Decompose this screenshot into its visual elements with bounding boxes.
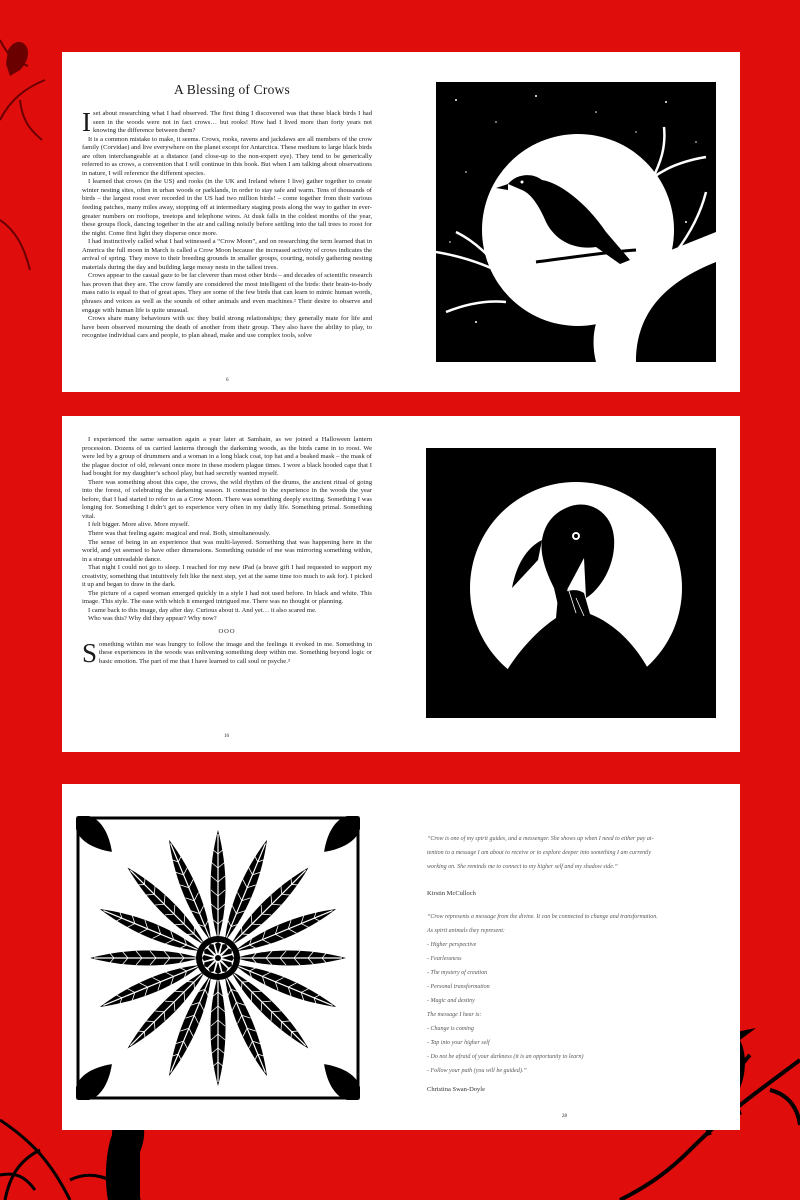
branch-crow-top-left-illustration <box>0 0 62 300</box>
caped-crow-woman-illustration <box>426 448 716 718</box>
quote-author: Kirstin McCulloch <box>427 890 476 897</box>
book-spread-page-16 <box>62 416 740 752</box>
paragraph: I came back to this image, day after day. Curious about it. And yet… it also scared me. <box>88 606 317 614</box>
paragraph: That night I could not go to sleep. I reached for my new iPad (a brave gift I had requested to support my creativity, something that intuitively felt like the next step, yet at the same time too much to ask for). I picked it up and began to draw in the dark. <box>82 564 372 589</box>
paragraph: Crows share many behaviours with us: they build strong relationships; they generally mate for life and have been observed mourning the death of another from their group. They also have the ability to play, to recognise individual cars and people, to plan ahead, make and use complex tools, solve <box>82 315 372 340</box>
paragraph: I felt bigger. More alive. More myself. <box>88 521 190 529</box>
quote-line: - The mystery of creation <box>427 970 488 976</box>
quote-christina <box>427 910 658 1078</box>
paragraph: Who was this? Why did they appear? Why now? <box>88 615 217 623</box>
dropcap-letter: S <box>82 637 98 668</box>
chapter-title: A Blessing of Crows <box>174 82 290 97</box>
last-paragraph <box>82 637 372 668</box>
quote-line: The message I hear is: <box>427 1012 482 1018</box>
quote-kirstin <box>427 832 654 874</box>
first-paragraph <box>82 107 372 137</box>
quote-line: “Crow is one of my spirit guides, and a messenger. She shows up when I need to either pay at- <box>427 836 654 842</box>
quote-line: - Personal transformation <box>427 984 490 990</box>
crow-moon-illustration <box>436 82 716 362</box>
quote-line: tention to a message I am about to receive or to explore deeper into something I am currently <box>427 850 652 856</box>
quote-line: - Magic and destiny <box>427 998 475 1004</box>
paragraph: I had instinctively called what I had witnessed a “Crow Moon”, and on researching the term learned that in America the full moon in March is called a Crow Moon because the increased activity of crows indicates the arrival of spring. They move to their breeding grounds in smaller groups, courting, noisily gathering nesting materials during the day and building large messy nests in the tallest trees. <box>82 238 372 271</box>
quote-line: As spirit animals they represent: <box>427 928 505 934</box>
quote-line: - Follow your path (you will be guided).” <box>427 1068 527 1074</box>
dropcap-letter: I <box>82 107 91 137</box>
body-text <box>82 436 372 666</box>
paragraph: There was that feeling again: magical and real. Both, simultaneously. <box>88 530 271 538</box>
paragraph: Crows appear to the casual gaze to be far cleverer than most other birds – and decades of scientific research has proven that they are. The crow family are considered the most intelligent of the birds: their brain-to-body mass ratio is equal to that of great apes. They are some of the few birds that can learn to mimic human words, phrases and voices as well as the sounds of other animals and even machines.² Their desire to observe and engage with human life is quite unusual. <box>82 272 372 314</box>
paragraph: There was something about this cape, the crows, the wild rhythm of the drums, the ancient ritual of going into the forest, of celebrating the darkening season. It connected to the experience in the woods the year before, that I had started to refer to as a Crow Moon. There was something deeply exciting. Something I was longing for. Something I didn’t get to experience very often in my daily life. Something primal. Something vital. <box>82 478 372 520</box>
quote-line: - Do not be afraid of your darkness (it is an opportunity to learn) <box>427 1054 584 1060</box>
quote-line: - Change is coming <box>427 1026 474 1032</box>
quote-line: - Tap into your higher self <box>427 1040 490 1046</box>
paragraph: The sense of being in an experience that was multi-layered. Something that was happening here in the world, and yet seemed to have other dimensions. Something outside of me was mirroring something within, in a strange unreadable dance. <box>82 538 372 563</box>
feather-mandala-illustration <box>76 816 360 1100</box>
paragraph: The picture of a caped woman emerged quickly in a style I had not used before. In black and white. This image. This style. The ease with which it emerged intrigued me. There was no thought or planning. <box>82 589 372 606</box>
last-paragraph-text: omething within me was hungry to follow the image and the feelings it evoked in me. Something in these experiences in the woods was enlivening something deep within me. Something beyond logic or basic emotion. The part of me that I have learned to call soul or psyche.³ <box>99 640 372 665</box>
book-spread-page-28 <box>62 784 740 1130</box>
page-number: 6 <box>226 378 229 383</box>
body-text <box>82 107 372 341</box>
quote-author: Christina Swan-Doyle <box>427 1086 485 1093</box>
quote-line: - Fearlessness <box>427 956 462 962</box>
first-paragraph-text: set about researching what I had observed. The first thing I discovered was that these black birds I had seen in the woods were not in fact crows… but rooks! How had I lived more than forty years not knowing the difference between them? <box>93 110 372 135</box>
quote-line: “Crow represents a message from the divine. It can be connected to change and transformation. <box>427 914 658 920</box>
paragraph: It is a common mistake to make, it seems. Crows, rooks, ravens and jackdaws are all members of the crow family (Corvidae) and live everywhere on the planet except for Antarctica. These medium to large black birds are often interchangeable at a distance (and close-up to the non-expert eye). They tend to be generically referred to as crows, a convention that I will continue in this book. But when I am talking about observations in nature, I will reference the different species. <box>82 135 372 177</box>
quote-line: - Higher perspective <box>427 942 477 948</box>
paragraph: I experienced the same sensation again a year later at Samhain, as we joined a Halloween lantern procession. Dozens of us carried lanterns through the darkening woods, as the birds came in to roost. We were led by a group of drummers and a woman in a long black coat, top hat and a beaked mask – the mask of the plague doctor of old, relevant once more in these modern plague times. I wore a black hooded cape that I had bought for my daughter’s school play, but had secretly wanted myself. <box>82 436 372 478</box>
section-separator: OOO <box>218 628 236 636</box>
page-number: 16 <box>224 734 229 739</box>
book-spread-page-6 <box>62 52 740 392</box>
page-number: 28 <box>562 1114 567 1119</box>
paragraph: I learned that crows (in the US) and rooks (in the UK and Ireland where I live) gather together to create winter nesting sites, often in urban woods or parklands, in order to stay safe and warm. Tens of thousands of birds – the largest roost ever recorded in the US had two million birds! – come together from their various feeding patches, many miles away, stopping off at intermediary staging posts along the way to gather in ever-greater numbers on rooftops, treetops and telephone wires. At dusk falls in the coldest months of the year, these groups flock, dancing together in the air and calling noisily before settling into the tall trees to roost for the night. Come first light they disperse once more. <box>82 178 372 237</box>
quote-line: working on. She reminds me to connect to my higher self and my shadow side.” <box>427 864 618 870</box>
